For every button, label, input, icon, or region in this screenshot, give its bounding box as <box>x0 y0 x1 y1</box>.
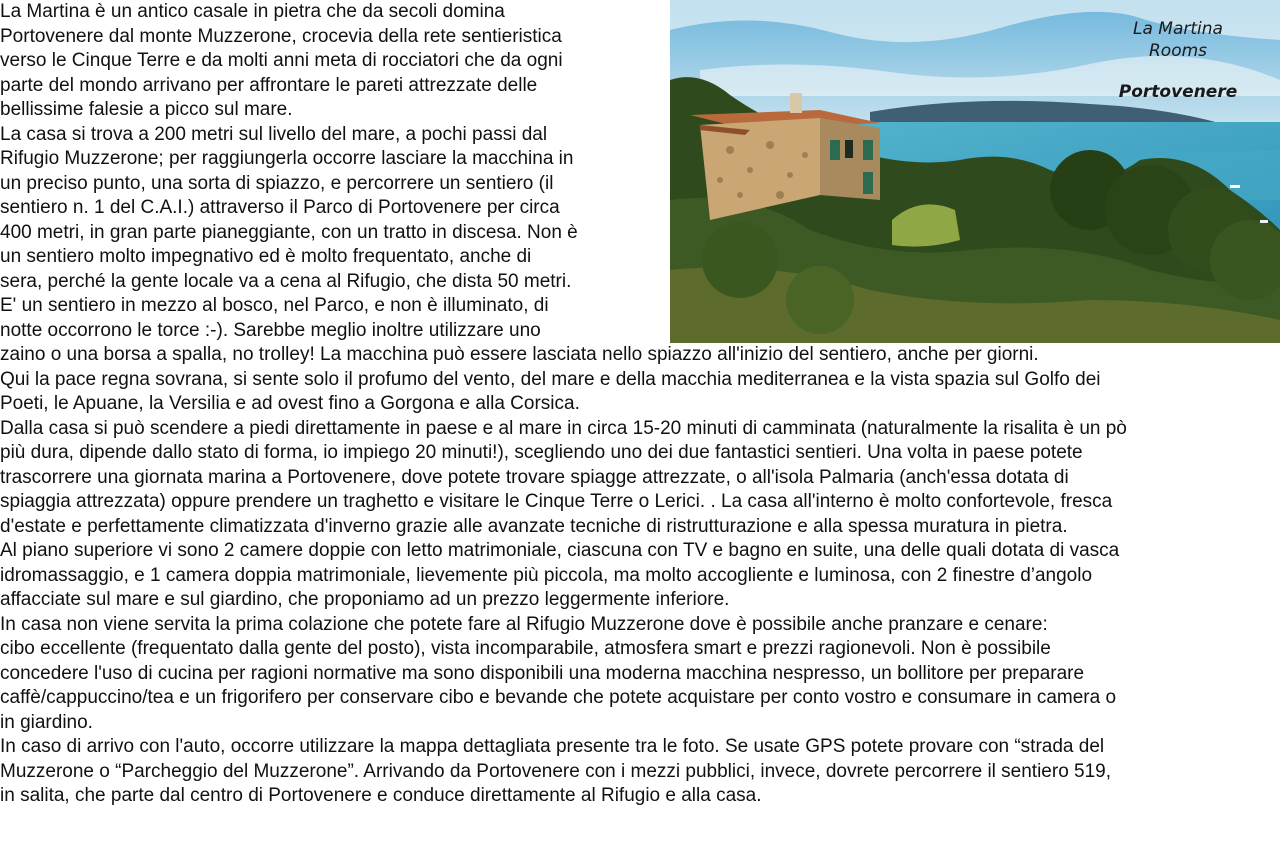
text-line: un sentiero molto impegnativo ed è molto frequentato, anche di <box>0 246 532 267</box>
text-line: E' un sentiero in mezzo al bosco, nel Parco, e non è illuminato, di <box>0 295 549 316</box>
photo-caption-place: Portovenere <box>1118 82 1238 102</box>
text-line: La casa si trova a 200 metri sul livello del mare, a pochi passi dal <box>0 123 548 145</box>
text-line: spiaggia attrezzata) oppure prendere un traghetto e visitare le Cinque Terre o Lerici. . La casa all'interno è molto confortevole, fresca <box>0 491 1113 512</box>
text-line: Muzzerone o “Parcheggio del Muzzerone”. Arrivando da Portovenere con i mezzi pubblici, invece, dovrete percorrere il sentiero 519, <box>0 760 1112 782</box>
text-line: in giardino. <box>0 711 93 733</box>
text-line: Portovenere dal monte Muzzerone, crocevia della rete sentieristica <box>0 25 562 47</box>
text-line: affacciate sul mare e sul giardino, che proponiamo ad un prezzo leggermente inferiore. <box>0 589 730 610</box>
text-line: un preciso punto, una sorta di spiazzo, e percorrere un sentiero (il <box>0 172 554 194</box>
text-line: zaino o una borsa a spalla, no trolley! La macchina può essere lasciata nello spiazzo all'inizio del sentiero, anche per giorni. <box>0 344 1039 365</box>
text-line: Al piano superiore vi sono 2 camere doppie con letto matrimoniale, ciascuna con TV e bagno en suite, una delle quali dotata di vasca <box>0 540 1120 561</box>
photo-caption-name: La Martina Rooms <box>1133 19 1223 61</box>
text-line: In casa non viene servita la prima colazione che potete fare al Rifugio Muzzerone dove è possibile anche pranzare e cenare: <box>0 613 1048 635</box>
text-line: bellissime falesie a picco sul mare. <box>0 99 293 120</box>
text-line: parte del mondo arrivano per affrontare le pareti attrezzate delle <box>0 74 538 96</box>
text-line: in salita, che parte dal centro di Portovenere e conduce direttamente al Rifugio e alla casa. <box>0 785 762 806</box>
text-line: 400 metri, in gran parte pianeggiante, con un tratto in discesa. Non è <box>0 221 578 243</box>
text-line: La Martina è un antico casale in pietra che da secoli domina <box>0 1 505 22</box>
text-line: Dalla casa si può scendere a piedi direttamente in paese e al mare in circa 15-20 minuti di camminata (naturalmente la risalita è un pò <box>0 417 1127 439</box>
text-line: idromassaggio, e 1 camera doppia matrimoniale, lievemente più piccola, ma molto accogliente e luminosa, con 2 finestre d’angolo <box>0 564 1093 586</box>
text-line: più dura, dipende dallo stato di forma, io impiego 20 minuti!), scegliendo uno dei due fantastici sentieri. Una volta in paese potete <box>0 442 1083 463</box>
text-line: concedere l'uso di cucina per ragioni normative ma sono disponibili una moderna macchina nespresso, un bollitore per preparare <box>0 662 1085 684</box>
text-line: caffè/cappuccino/tea e un frigorifero per conservare cibo e bevande che potete acquistare per conto vostro e consumare in camera o <box>0 687 1117 708</box>
text-line: sera, perché la gente locale va a cena al Rifugio, che dista 50 metri. <box>0 270 572 292</box>
text-line: sentiero n. 1 del C.A.I.) attraverso il Parco di Portovenere per circa <box>0 197 560 218</box>
text-line: d'estate e perfettamente climatizzata d'inverno grazie alle avanzate tecniche di ristrutturazione e alla spessa muratura in pietra. <box>0 515 1068 537</box>
text-line: trascorrere una giornata marina a Portovenere, dove potete trovare spiagge attrezzate, o all'isola Palmaria (anch'essa dotata di <box>0 466 1069 488</box>
text-line: cibo eccellente (frequentato dalla gente del posto), vista incomparabile, atmosfera smart e prezzi ragionevoli. Non è possibile <box>0 638 1051 659</box>
text-line: In caso di arrivo con l'auto, occorre utilizzare la mappa dettagliata presente tra le foto. Se usate GPS potete provare con “strada del <box>0 736 1105 757</box>
text-line: Qui la pace regna sovrana, si sente solo il profumo del vento, del mare e della macchia mediterranea e la vista spazia sul Golfo dei <box>0 368 1101 390</box>
text-line: verso le Cinque Terre e da molti anni meta di rocciatori che da ogni <box>0 50 563 71</box>
text-line: Rifugio Muzzerone; per raggiungerla occorre lasciare la macchina in <box>0 148 574 169</box>
text-line: Poeti, le Apuane, la Versilia e ad ovest fino a Gorgona e alla Corsica. <box>0 393 580 414</box>
text-line: notte occorrono le torce :-). Sarebbe meglio inoltre utilizzare uno <box>0 319 541 341</box>
house-photo <box>670 0 1280 343</box>
